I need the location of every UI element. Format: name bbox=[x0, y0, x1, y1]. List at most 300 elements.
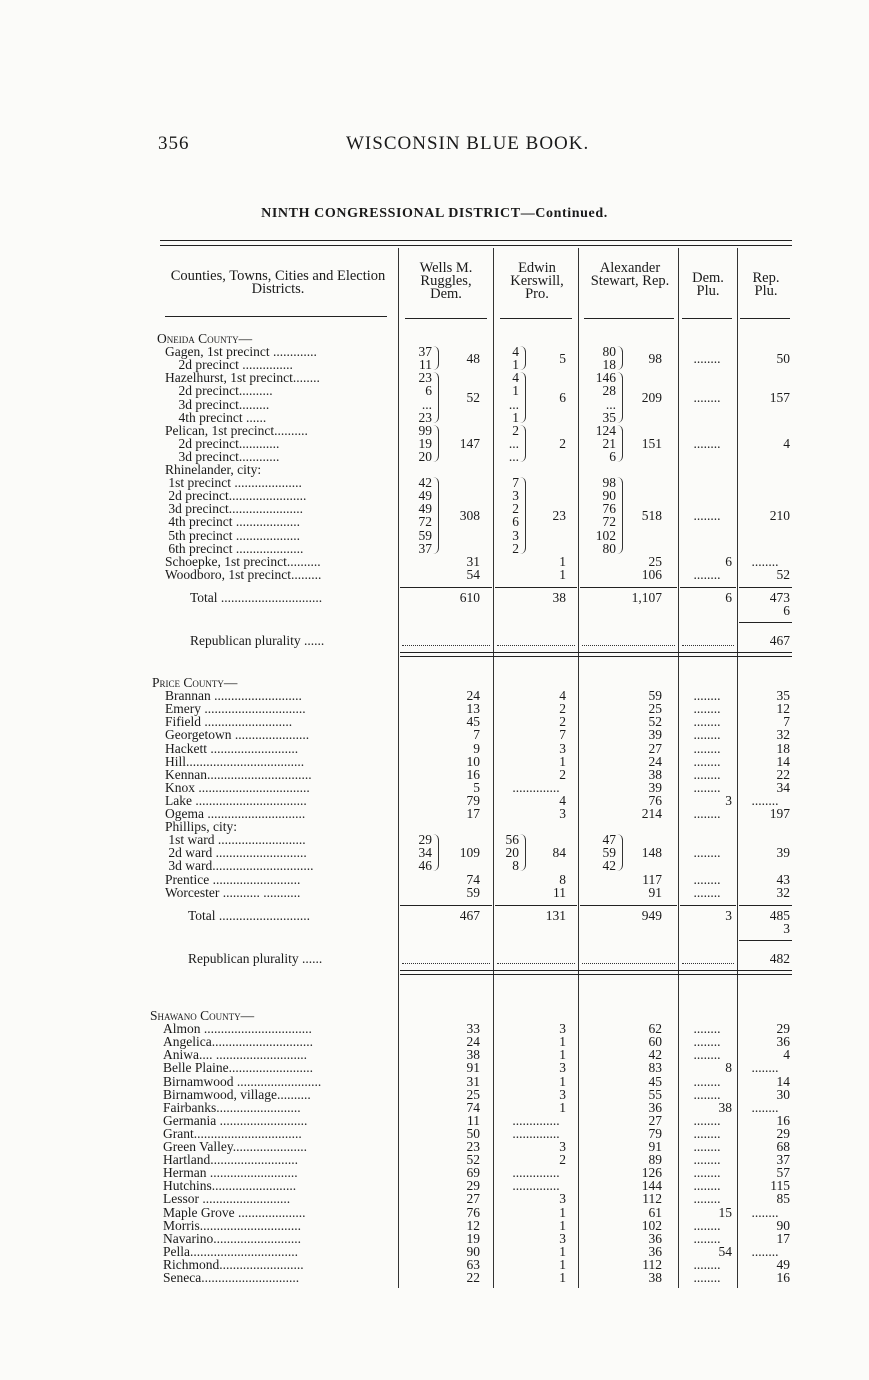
district-name: Ogema ............................. bbox=[165, 806, 306, 821]
stewart-vote: 39 bbox=[648, 779, 662, 795]
ruggles-total-vote: 31 bbox=[466, 553, 480, 569]
kerswill-vote: .............. bbox=[512, 779, 560, 795]
district-name: 4th precinct ................... bbox=[165, 514, 300, 530]
kerswill-vote: 4 bbox=[559, 792, 566, 808]
ruggles-precinct-vote: 99 bbox=[418, 422, 432, 438]
table-caption: NINTH CONGRESSIONAL DISTRICT—Continued. bbox=[261, 206, 608, 221]
dotted-leader bbox=[402, 963, 490, 964]
stewart-total-vote: 106 bbox=[641, 566, 662, 582]
dem-plurality: ........ bbox=[693, 1021, 721, 1037]
ruggles-precinct-vote: 11 bbox=[419, 357, 432, 373]
stewart-vote: 45 bbox=[648, 1073, 662, 1089]
dotted-leader bbox=[497, 963, 575, 964]
ruggles-vote: 25 bbox=[466, 1086, 480, 1102]
dotted-leader bbox=[582, 645, 675, 646]
district-name: Germania .......................... bbox=[163, 1112, 308, 1128]
ruggles-precinct-vote: 37 bbox=[418, 540, 432, 556]
dem-plurality-deduct: 6 bbox=[783, 603, 790, 618]
district-name: Maple Grove .................... bbox=[163, 1204, 306, 1220]
running-head: WISCONSIN BLUE BOOK. bbox=[346, 133, 590, 154]
ruggles-vote: 24 bbox=[466, 1034, 480, 1050]
kerswill-vote: 7 bbox=[559, 727, 566, 743]
rep-plurality: 57 bbox=[776, 1165, 790, 1181]
stewart-precinct-vote: 6 bbox=[609, 448, 616, 464]
kerswill-vote: 1 bbox=[559, 1270, 566, 1285]
column-header-dem-plu: Dem. Plu. bbox=[692, 270, 724, 299]
stewart-vote: 79 bbox=[648, 1125, 662, 1141]
kerswill-precinct-vote: 2 bbox=[512, 540, 519, 556]
county-heading-shawano: Shawano County— bbox=[150, 1008, 255, 1023]
kerswill-vote: 2 bbox=[559, 701, 566, 717]
kerswill-precinct-vote: 4 bbox=[512, 370, 519, 386]
dotted-leader bbox=[682, 963, 734, 964]
kerswill-vote: 3 bbox=[559, 806, 566, 821]
ruggles-total-vote: 52 bbox=[466, 389, 480, 405]
top-rule bbox=[160, 240, 792, 241]
brace bbox=[433, 372, 439, 422]
total-label: Total ........................... bbox=[188, 907, 311, 923]
brace bbox=[433, 477, 439, 554]
dem-plurality: ........ bbox=[693, 1086, 721, 1102]
ruggles-vote: 63 bbox=[466, 1256, 480, 1272]
stewart-vote: 62 bbox=[648, 1021, 662, 1037]
header-underline bbox=[405, 318, 487, 319]
dotted-leader bbox=[582, 963, 675, 964]
total-rule bbox=[680, 587, 736, 588]
district-name: Prentice .......................... bbox=[165, 871, 301, 887]
kerswill-total-vote: 5 bbox=[559, 350, 566, 366]
district-name: Georgetown ...................... bbox=[165, 727, 310, 743]
page-number: 356 bbox=[158, 133, 190, 154]
stewart-precinct-vote: 124 bbox=[595, 422, 616, 438]
dem-plurality: ........ bbox=[693, 688, 721, 704]
dem-plurality: ........ bbox=[693, 1256, 721, 1272]
district-name: Pelican, 1st precinct.......... bbox=[165, 422, 308, 438]
district-name: Hutchins......................... bbox=[163, 1178, 297, 1194]
rep-plurality: 16 bbox=[776, 1112, 790, 1128]
ruggles-vote: 10 bbox=[466, 753, 480, 769]
ruggles-vote: 74 bbox=[466, 871, 480, 887]
district-name: 5th precinct ................... bbox=[165, 527, 300, 543]
dem-plurality: ........ bbox=[693, 1217, 721, 1233]
kerswill-precinct-vote: 2 bbox=[512, 501, 519, 517]
stewart-vote: 102 bbox=[641, 1217, 662, 1233]
rep-plurality: 29 bbox=[776, 1021, 790, 1037]
rep-plurality: 50 bbox=[776, 350, 790, 366]
kerswill-vote: 8 bbox=[559, 871, 566, 887]
column-header-ruggles: Wells M. Ruggles, Dem. bbox=[419, 260, 473, 302]
district-name: Fifield .......................... bbox=[165, 714, 293, 730]
ruggles-precinct-vote: 72 bbox=[418, 514, 432, 530]
header-underline bbox=[740, 318, 790, 319]
dem-plurality: ........ bbox=[693, 350, 721, 366]
district-name: Richmond......................... bbox=[163, 1256, 304, 1272]
column-header-rep-plu: Rep. Plu. bbox=[752, 270, 780, 299]
stewart-precinct-vote: 98 bbox=[602, 475, 616, 491]
kerswill-total-vote: 6 bbox=[559, 389, 566, 405]
stewart-vote: 60 bbox=[648, 1034, 662, 1050]
ruggles-vote: 5 bbox=[473, 779, 480, 795]
kerswill-vote: 1 bbox=[559, 1073, 566, 1089]
stewart-vote: 91 bbox=[648, 884, 662, 900]
stewart-county-total: 1,107 bbox=[631, 589, 662, 605]
ruggles-vote: 59 bbox=[466, 884, 480, 900]
kerswill-vote: 3 bbox=[559, 1139, 566, 1154]
stewart-vote: 112 bbox=[642, 1256, 662, 1272]
kerswill-vote: .............. bbox=[512, 1178, 560, 1194]
kerswill-precinct-vote: 6 bbox=[512, 514, 519, 530]
ruggles-vote: 45 bbox=[466, 714, 480, 730]
kerswill-precinct-vote: 7 bbox=[512, 475, 519, 491]
kerswill-precinct-vote: 1 bbox=[512, 383, 519, 399]
dem-plurality: ........ bbox=[693, 753, 721, 769]
stewart-phillips-total: 148 bbox=[641, 845, 662, 861]
column-divider bbox=[493, 248, 494, 1288]
kerswill-vote: 3 bbox=[559, 1191, 566, 1207]
district-name: 2d precinct....................... bbox=[165, 488, 307, 504]
rep-plurality: 16 bbox=[776, 1270, 790, 1285]
ruggles-vote: 29 bbox=[466, 1178, 480, 1194]
dem-plurality-total: 3 bbox=[725, 907, 732, 923]
rep-plurality: 52 bbox=[776, 566, 790, 582]
dem-plurality: ........ bbox=[693, 1112, 721, 1128]
district-name: Hartland.......................... bbox=[163, 1152, 298, 1168]
total-rule bbox=[400, 587, 492, 588]
district-name: Worcester ........... ........... bbox=[165, 884, 301, 900]
stewart-vote: 24 bbox=[648, 753, 662, 769]
rep-plurality: 115 bbox=[770, 1178, 790, 1194]
ruggles-phillips-total: 109 bbox=[459, 845, 480, 861]
kerswill-vote: 2 bbox=[559, 1152, 566, 1168]
dem-plurality: 6 bbox=[725, 553, 732, 569]
district-name: Gagen, 1st precinct ............. bbox=[165, 344, 317, 360]
ruggles-vote: 16 bbox=[466, 766, 480, 782]
rep-plurality: 12 bbox=[776, 701, 790, 717]
dem-plurality: ........ bbox=[693, 1165, 721, 1181]
stewart-precinct-vote: 102 bbox=[595, 527, 616, 543]
stewart-total-vote: 25 bbox=[648, 553, 662, 569]
rep-plurality: 85 bbox=[776, 1191, 790, 1207]
brace bbox=[433, 346, 439, 370]
total-rule bbox=[400, 905, 492, 906]
stewart-vote: 36 bbox=[648, 1099, 662, 1115]
republican-plurality-value: 482 bbox=[769, 950, 790, 966]
stewart-total-vote: 518 bbox=[641, 507, 662, 523]
stewart-precinct-vote: 146 bbox=[595, 370, 616, 386]
kerswill-vote: 1 bbox=[559, 753, 566, 769]
kerswill-ward-vote: 20 bbox=[505, 845, 519, 861]
dem-plurality: ........ bbox=[693, 389, 721, 405]
ruggles-vote: 12 bbox=[466, 1217, 480, 1233]
stewart-precinct-vote: 90 bbox=[602, 488, 616, 504]
district-name: 3d precinct......... bbox=[165, 396, 270, 412]
dem-plurality: ........ bbox=[693, 1073, 721, 1089]
kerswill-precinct-vote: 3 bbox=[512, 488, 519, 504]
ruggles-precinct-vote: 59 bbox=[418, 527, 432, 543]
ruggles-precinct-vote: 19 bbox=[418, 435, 432, 451]
column-divider bbox=[398, 248, 399, 1288]
kerswill-vote: .............. bbox=[512, 1125, 560, 1141]
section-rule bbox=[400, 656, 792, 657]
district-name: Brannan .......................... bbox=[165, 688, 302, 704]
district-name: Woodboro, 1st precinct......... bbox=[165, 566, 322, 582]
ruggles-ward-vote: 46 bbox=[418, 858, 432, 874]
dem-plurality: ........ bbox=[693, 1270, 721, 1285]
dem-plurality: 38 bbox=[718, 1099, 732, 1115]
rep-plurality-total: 473 bbox=[769, 589, 790, 605]
kerswill-precinct-vote: 3 bbox=[512, 527, 519, 543]
ruggles-vote: 33 bbox=[466, 1021, 480, 1037]
ruggles-vote: 76 bbox=[466, 1204, 480, 1220]
district-name: 2d precinct.......... bbox=[165, 383, 273, 399]
rep-plurality: ........ bbox=[751, 553, 779, 569]
kerswill-precinct-vote: ... bbox=[508, 396, 519, 412]
kerswill-ward-vote: 56 bbox=[505, 832, 519, 848]
stewart-precinct-vote: 35 bbox=[602, 409, 616, 425]
total-label: Total .............................. bbox=[190, 589, 323, 605]
stewart-vote: 55 bbox=[648, 1086, 662, 1102]
ruggles-total-vote: 308 bbox=[459, 507, 480, 523]
district-name: Seneca............................. bbox=[163, 1270, 300, 1285]
dem-plurality: ........ bbox=[693, 779, 721, 795]
rep-plurality: ........ bbox=[751, 792, 779, 808]
rep-plurality: 17 bbox=[776, 1230, 790, 1246]
district-name: Belle Plaine......................... bbox=[163, 1060, 313, 1076]
ruggles-vote: 7 bbox=[473, 727, 480, 743]
rep-plurality: ........ bbox=[751, 1060, 779, 1076]
dem-plurality-total: 6 bbox=[725, 589, 732, 605]
stewart-precinct-vote: 76 bbox=[602, 501, 616, 517]
brace bbox=[520, 372, 526, 422]
stewart-precinct-vote: 80 bbox=[602, 540, 616, 556]
top-rule-2 bbox=[160, 245, 792, 246]
column-header-kerswill: Edwin Kerswill, Pro. bbox=[510, 260, 564, 302]
stewart-vote: 61 bbox=[648, 1204, 662, 1220]
rep-plurality: 197 bbox=[769, 806, 790, 821]
district-name: Navarino.......................... bbox=[163, 1230, 301, 1246]
ruggles-vote: 52 bbox=[466, 1152, 480, 1168]
kerswill-vote: 1 bbox=[559, 1034, 566, 1050]
stewart-vote: 38 bbox=[648, 1270, 662, 1285]
stewart-vote: 59 bbox=[648, 688, 662, 704]
header-underline bbox=[500, 318, 572, 319]
stewart-vote: 42 bbox=[648, 1047, 662, 1063]
rep-plurality: 32 bbox=[776, 727, 790, 743]
district-name: Kennan............................... bbox=[165, 766, 312, 782]
kerswill-vote: 1 bbox=[559, 1204, 566, 1220]
district-name: Birnamwood, village.......... bbox=[163, 1086, 311, 1102]
rep-plurality: 34 bbox=[776, 779, 790, 795]
ruggles-precinct-vote: 6 bbox=[425, 383, 432, 399]
brace bbox=[433, 834, 439, 871]
section-rule bbox=[400, 970, 792, 971]
dem-plurality: ........ bbox=[693, 1230, 721, 1246]
dem-plurality: ........ bbox=[693, 871, 721, 887]
kerswill-precinct-vote: 4 bbox=[512, 344, 519, 360]
rep-plurality: 43 bbox=[776, 871, 790, 887]
dem-plurality: ........ bbox=[693, 507, 721, 523]
ruggles-vote: 91 bbox=[466, 1060, 480, 1076]
republican-plurality-value: 467 bbox=[769, 633, 790, 649]
district-name: Morris.............................. bbox=[163, 1217, 301, 1233]
ruggles-vote: 50 bbox=[466, 1125, 480, 1141]
ruggles-vote: 13 bbox=[466, 701, 480, 717]
dem-plurality: ........ bbox=[693, 1139, 721, 1154]
kerswill-vote: 1 bbox=[559, 1099, 566, 1115]
district-name: Angelica.............................. bbox=[163, 1034, 313, 1050]
rep-plurality: 7 bbox=[783, 714, 790, 730]
district-name: Almon ................................ bbox=[163, 1021, 312, 1037]
dem-plurality: ........ bbox=[693, 1178, 721, 1194]
district-name: Pella................................ bbox=[163, 1243, 298, 1259]
dem-plurality: ........ bbox=[693, 766, 721, 782]
stewart-vote: 89 bbox=[648, 1152, 662, 1168]
kerswill-ward-vote: 8 bbox=[512, 858, 519, 874]
dotted-leader bbox=[682, 645, 734, 646]
stewart-ward-vote: 59 bbox=[602, 845, 616, 861]
dem-plurality: ........ bbox=[693, 1047, 721, 1063]
column-divider bbox=[678, 248, 679, 1288]
total-rule bbox=[495, 587, 577, 588]
district-name: 6th precinct .................... bbox=[165, 540, 304, 556]
stewart-ward-vote: 42 bbox=[602, 858, 616, 874]
ruggles-vote: 11 bbox=[467, 1112, 480, 1128]
ruggles-vote: 79 bbox=[466, 792, 480, 808]
rep-plurality-total: 485 bbox=[769, 907, 790, 923]
ruggles-total-vote: 48 bbox=[466, 350, 480, 366]
district-name: Emery .............................. bbox=[165, 701, 306, 717]
kerswill-vote: 2 bbox=[559, 714, 566, 730]
kerswill-precinct-vote: 1 bbox=[512, 357, 519, 373]
rep-plurality: 18 bbox=[776, 740, 790, 756]
stewart-vote: 25 bbox=[648, 701, 662, 717]
district-name: Lessor .......................... bbox=[163, 1191, 291, 1207]
brace bbox=[520, 477, 526, 554]
total-rule bbox=[580, 587, 677, 588]
rep-plurality: 29 bbox=[776, 1125, 790, 1141]
rep-plurality: 14 bbox=[776, 1073, 790, 1089]
stewart-vote: 27 bbox=[648, 1112, 662, 1128]
plurality-label: Republican plurality ...... bbox=[190, 633, 325, 649]
kerswill-precinct-vote: ... bbox=[508, 435, 519, 451]
section-rule bbox=[400, 974, 792, 975]
district-name: Hill................................... bbox=[165, 753, 305, 769]
dem-plurality: ........ bbox=[693, 701, 721, 717]
rep-plurality: 90 bbox=[776, 1217, 790, 1233]
dem-plurality: ........ bbox=[693, 845, 721, 861]
kerswill-precinct-vote: 1 bbox=[512, 409, 519, 425]
stewart-precinct-vote: 18 bbox=[602, 357, 616, 373]
column-header-stewart: Alexander Stewart, Rep. bbox=[590, 260, 670, 289]
district-name: 3d ward.............................. bbox=[165, 858, 314, 874]
stewart-vote: 126 bbox=[641, 1165, 662, 1181]
stewart-total-vote: 98 bbox=[648, 350, 662, 366]
district-name: Birnamwood ......................... bbox=[163, 1073, 322, 1089]
district-name: Fairbanks......................... bbox=[163, 1099, 301, 1115]
total-rule bbox=[739, 905, 792, 906]
rep-plurality: 49 bbox=[776, 1256, 790, 1272]
stewart-total-vote: 151 bbox=[641, 435, 662, 451]
rep-plurality: 210 bbox=[769, 507, 790, 523]
ruggles-vote: 90 bbox=[466, 1243, 480, 1259]
total-rule bbox=[739, 587, 792, 588]
county-heading-oneida: Oneida County— bbox=[157, 331, 253, 346]
kerswill-vote: 3 bbox=[559, 1086, 566, 1102]
dem-plurality: ........ bbox=[693, 1191, 721, 1207]
brace bbox=[520, 834, 526, 871]
kerswill-total-vote: 1 bbox=[559, 553, 566, 569]
district-name: Hackett .......................... bbox=[165, 740, 299, 756]
kerswill-vote: 1 bbox=[559, 1256, 566, 1272]
district-name: Rhinelander, city: bbox=[165, 462, 262, 477]
total-rule bbox=[680, 905, 736, 906]
kerswill-phillips-total: 84 bbox=[552, 845, 566, 861]
ruggles-precinct-vote: 23 bbox=[418, 370, 432, 386]
kerswill-vote: 11 bbox=[553, 884, 566, 900]
ruggles-ward-vote: 29 bbox=[418, 832, 432, 848]
dem-plurality: 54 bbox=[718, 1243, 732, 1259]
ruggles-vote: 74 bbox=[466, 1099, 480, 1115]
ruggles-vote: 17 bbox=[466, 806, 480, 821]
kerswill-vote: 4 bbox=[559, 688, 566, 704]
ruggles-vote: 24 bbox=[466, 688, 480, 704]
district-name: 2d precinct ............... bbox=[165, 357, 293, 373]
dem-plurality: ........ bbox=[693, 727, 721, 743]
ruggles-vote: 19 bbox=[466, 1230, 480, 1246]
rep-plurality: 30 bbox=[776, 1086, 790, 1102]
ruggles-total-vote: 54 bbox=[466, 566, 480, 582]
column-header-districts: Counties, Towns, Cities and Election Districts. bbox=[170, 268, 386, 297]
district-name: Herman .......................... bbox=[163, 1165, 298, 1181]
rep-plurality: 39 bbox=[776, 845, 790, 861]
kerswill-vote: 3 bbox=[559, 1021, 566, 1037]
district-name: Aniwa.... ........................... bbox=[163, 1047, 307, 1063]
column-divider bbox=[737, 248, 738, 1288]
rep-plurality: 35 bbox=[776, 688, 790, 704]
plurality-rule bbox=[739, 622, 792, 623]
ruggles-vote: 38 bbox=[466, 1047, 480, 1063]
ruggles-vote: 31 bbox=[466, 1073, 480, 1089]
kerswill-county-total: 131 bbox=[545, 907, 566, 923]
stewart-precinct-vote: 80 bbox=[602, 344, 616, 360]
ruggles-vote: 23 bbox=[466, 1139, 480, 1154]
rep-plurality: 32 bbox=[776, 884, 790, 900]
kerswill-vote: .............. bbox=[512, 1165, 560, 1181]
ruggles-precinct-vote: 49 bbox=[418, 488, 432, 504]
ruggles-ward-vote: 34 bbox=[418, 845, 432, 861]
section-rule bbox=[400, 652, 792, 653]
stewart-ward-vote: 47 bbox=[602, 832, 616, 848]
ruggles-vote: 69 bbox=[466, 1165, 480, 1181]
district-name: Knox ................................. bbox=[165, 779, 310, 795]
rep-plurality: 14 bbox=[776, 753, 790, 769]
rep-plurality: 36 bbox=[776, 1034, 790, 1050]
total-rule bbox=[495, 905, 577, 906]
rep-plurality: 4 bbox=[783, 1047, 790, 1063]
dem-plurality: 15 bbox=[718, 1204, 732, 1220]
kerswill-vote: 3 bbox=[559, 1060, 566, 1076]
dem-plurality-deduct: 3 bbox=[783, 920, 790, 936]
stewart-total-vote: 209 bbox=[641, 389, 662, 405]
stewart-county-total: 949 bbox=[641, 907, 662, 923]
kerswill-vote: 1 bbox=[559, 1047, 566, 1063]
rep-plurality: 157 bbox=[769, 389, 790, 405]
stewart-vote: 52 bbox=[648, 714, 662, 730]
kerswill-vote: 1 bbox=[559, 1217, 566, 1233]
rep-plurality: 22 bbox=[776, 766, 790, 782]
stewart-vote: 144 bbox=[641, 1178, 662, 1194]
dem-plurality: ........ bbox=[693, 566, 721, 582]
